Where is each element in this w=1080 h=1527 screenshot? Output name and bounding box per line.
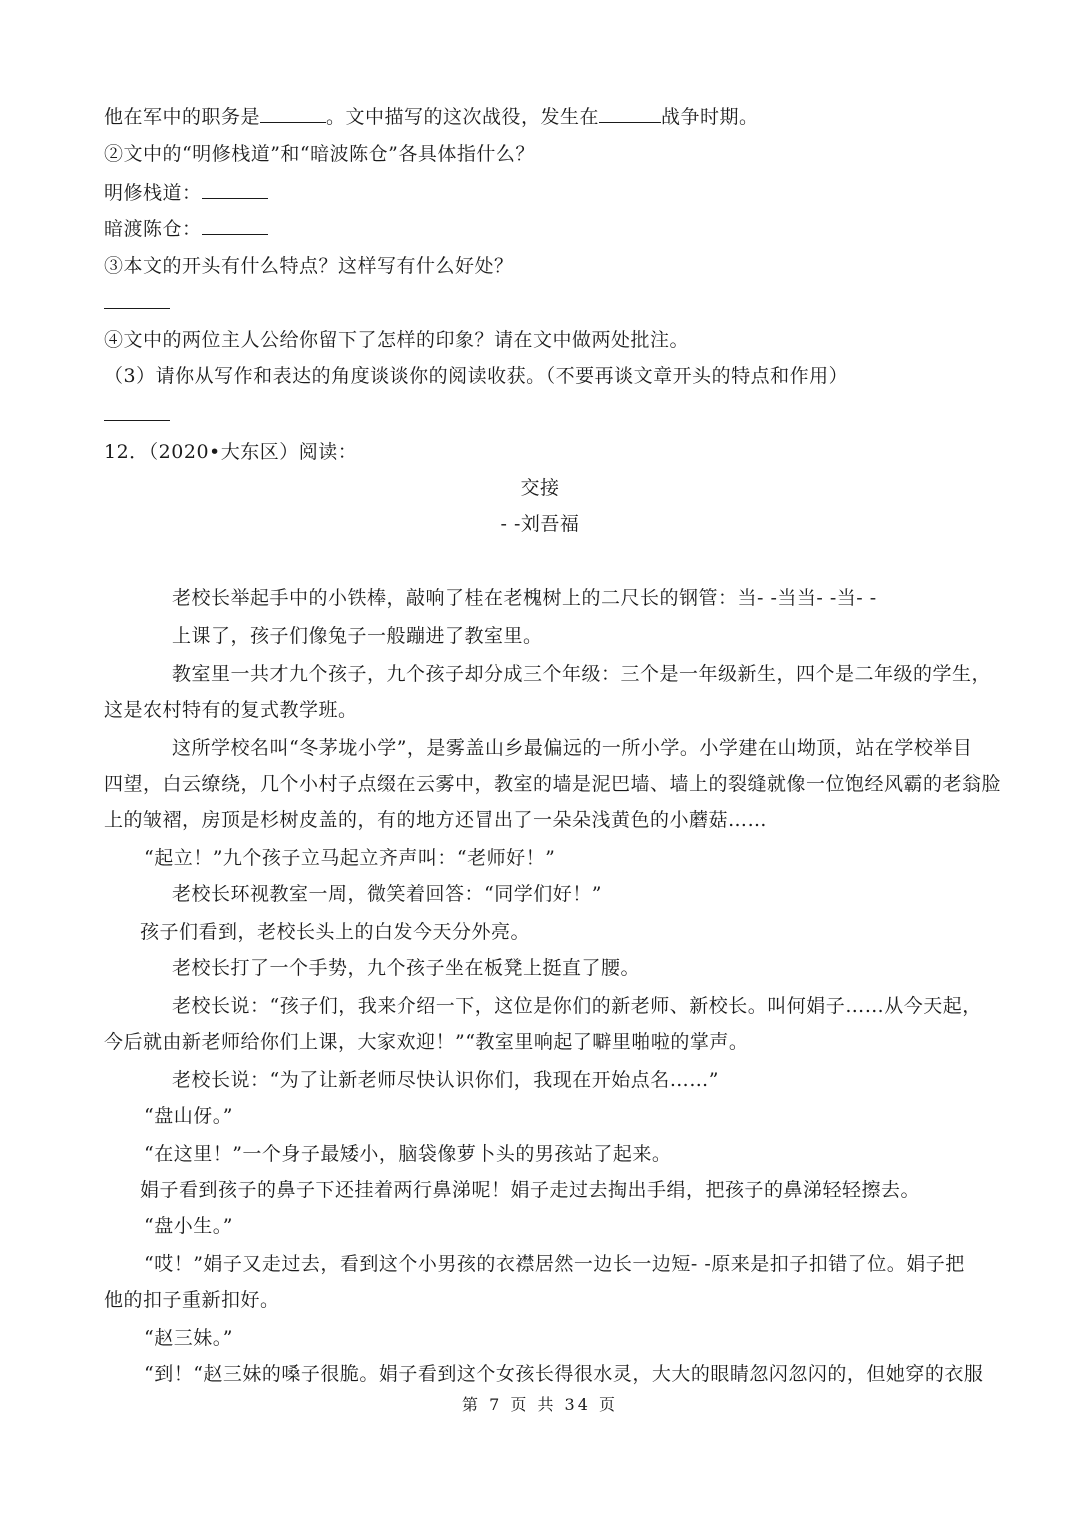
q11-answer-andu [104, 216, 976, 241]
paragraph: “到！“赵三妹的嗓子很脆。娟子看到这个女孩长得很水灵，大大的眼睛忽闪忽闪的，但她穿的衣服 [144, 1363, 984, 1385]
q11-answer-line [104, 402, 976, 427]
page-footer: 第 7 页 共 34 页 [462, 1395, 618, 1414]
q11-subq4: ④文中的两位主人公给你留下了怎样的印象？请在文中做两处批注。 [104, 329, 690, 351]
paragraph: 老校长环视教室一周，微笑着回答：“同学们好！” [172, 883, 602, 905]
paragraph: 老校长说：“孩子们，我来介绍一下，这位是你们的新老师、新校长。叫何娟子……从今天起， [172, 995, 982, 1017]
paragraph: 老校长打了一个手势，九个孩子坐在板凳上挺直了腰。 [172, 957, 641, 979]
q11-line-duty [104, 104, 976, 129]
paragraph: 孩子们看到，老校长头上的白发今天分外亮。 [140, 921, 531, 943]
paragraph: “盘小生。” [144, 1215, 233, 1237]
answer-label: 暗渡陈仓： [104, 218, 202, 240]
paragraph: 上课了，孩子们像兔子一般蹦进了教室里。 [172, 625, 543, 647]
paragraph: 娟子看到孩子的鼻子下还挂着两行鼻涕呢！娟子走过去掏出手绢，把孩子的鼻涕轻轻擦去。 [140, 1179, 921, 1201]
answer-blank [260, 104, 326, 123]
paragraph: 老校长举起手中的小铁棒，敲响了桂在老槐树上的二尺长的钢管：当- -当当- -当- - [172, 587, 877, 609]
q11-text: 战争时期。 [661, 106, 759, 128]
paragraph: 老校长说：“为了让新老师尽快认识你们，我现在开始点名……” [172, 1069, 719, 1091]
paragraph: 这所学校名叫“冬茅垅小学”，是雾盖山乡最偏远的一所小学。小学建在山坳顶，站在学校举目 [172, 737, 973, 759]
article-author: - -刘吾福 [500, 513, 580, 535]
paragraph: “在这里！”一个身子最矮小，脑袋像萝卜头的男孩站了起来。 [144, 1143, 672, 1165]
paragraph-cont: 上的皱褶，房顶是杉树皮盖的，有的地方还冒出了一朵朵浅黄色的小蘑菇…… [104, 809, 768, 831]
q11-subq3: ③本文的开头有什么特点？这样写有什么好处？ [104, 255, 514, 277]
paragraph: 教室里一共才九个孩子，九个孩子却分成三个年级：三个是一年级新生，四个是二年级的学生， [172, 663, 992, 685]
article-title: 交接 [520, 477, 560, 499]
answer-blank [202, 216, 268, 235]
q12-header: 12．（2020•大东区）阅读： [104, 441, 358, 463]
q11-subq2: ②文中的“明修栈道”和“暗波陈仓”各具体指什么？ [104, 143, 535, 165]
answer-blank [202, 180, 268, 199]
answer-blank [104, 402, 170, 421]
paragraph-cont: 四望，白云缭绕，几个小村子点缀在云雾中，教室的墙是泥巴墙、墙上的裂缝就像一位饱经风霸的老翁脸 [104, 773, 1002, 795]
q11-answer-line [104, 290, 976, 315]
paragraph: “起立！”九个孩子立马起立齐声叫：“老师好！” [144, 847, 556, 869]
paragraph: “哎！”娟子又走过去，看到这个小男孩的衣襟居然一边长一边短- -原来是扣子扣错了位。娟子把 [144, 1253, 965, 1275]
q11-answer-mingxiu [104, 180, 976, 205]
paragraph-cont: 今后就由新老师给你们上课，大家欢迎！”“教室里响起了噼里啪啦的掌声。 [104, 1031, 749, 1053]
paragraph-cont: 这是农村特有的复式教学班。 [104, 699, 358, 721]
paragraph: “赵三妹。” [144, 1327, 233, 1349]
answer-blank [599, 104, 661, 123]
answer-blank [104, 290, 170, 309]
q11-text: 他在军中的职务是 [104, 106, 261, 128]
paragraph: “盘山伢。” [144, 1105, 233, 1127]
q11-subq5: （3）请你从写作和表达的角度谈谈你的阅读收获。（不要再谈文章开头的特点和作用） [104, 365, 849, 387]
answer-label: 明修栈道： [104, 182, 202, 204]
q11-text: 。文中描写的这次战役，发生在 [326, 106, 600, 128]
paragraph-cont: 他的扣子重新扣好。 [104, 1289, 280, 1311]
